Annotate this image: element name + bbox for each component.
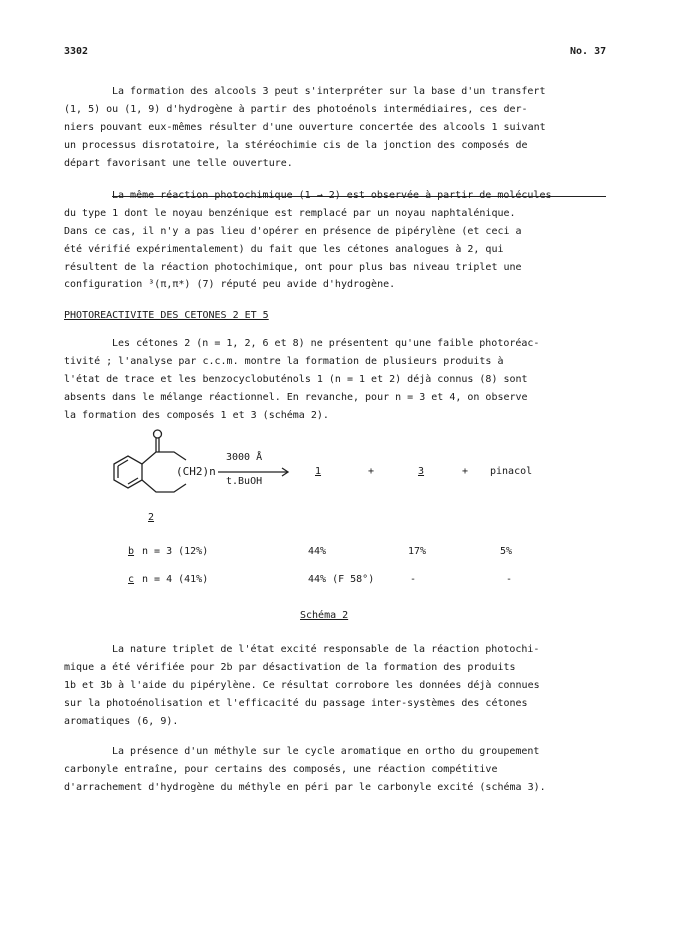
product-pinacol: pinacol: [490, 466, 533, 477]
text-line: résultent de la réaction photochimique, ont pour plus bas niveau triplet une: [64, 262, 522, 273]
text-line: un processus disrotatoire, la stéréochimie cis de la jonction des composés de: [64, 140, 528, 151]
plus-sign: +: [462, 466, 469, 477]
text-line: Les cétones 2 (n = 1, 2, 6 et 8) ne présentent qu'une faible photoréac-: [112, 338, 540, 349]
page-number: 3302: [64, 46, 89, 57]
section-title: PHOTOREACTIVITE DES CETONES 2 ET 5: [64, 310, 269, 321]
product-1: 1: [315, 466, 322, 477]
text-line: absents dans le mélange réactionnel. En revanche, pour n = 3 et 4, on observe: [64, 392, 528, 403]
yield-1: 44% (F 58°): [308, 574, 375, 585]
text-line: sur la photoénolisation et l'efficacité du passage inter-systèmes des cétones: [64, 698, 528, 709]
row-label: b: [128, 546, 135, 557]
text-line: niers pouvant eux-mêmes résulter d'une ouverture concertée des alcools 1 suivant: [64, 122, 546, 133]
text-line: l'état de trace et les benzocyclobuténols 1 (n = 1 et 2) déjà connus (8) sont: [64, 374, 528, 385]
scheme-caption: Schéma 2: [300, 610, 349, 621]
text-line: Dans ce cas, il n'y a pas lieu d'opérer en présence de pipérylène (et ceci a: [64, 226, 522, 237]
text-line: aromatiques (6, 9).: [64, 716, 179, 727]
product-3: 3: [418, 466, 425, 477]
yield-pinacol: -: [506, 574, 513, 585]
issue-number: No. 37: [570, 46, 607, 57]
row-label: c: [128, 574, 135, 585]
text-line: la formation des composés 1 et 3 (schéma 2).: [64, 410, 329, 421]
strikethrough-line: [112, 196, 606, 197]
text-line: La nature triplet de l'état excité responsable de la réaction photochi-: [112, 644, 540, 655]
text-line: La formation des alcools 3 peut s'interpréter sur la base d'un transfert: [112, 86, 546, 97]
text-line: La présence d'un méthyle sur le cycle aromatique en ortho du groupement: [112, 746, 540, 757]
text-line: 1b et 3b à l'aide du pipérylène. Ce résultat corrobore les données déjà connues: [64, 680, 540, 691]
text-line: mique a été vérifiée pour 2b par désactivation de la formation des produits: [64, 662, 516, 673]
text-line: d'arrachement d'hydrogène du méthyle en péri par le carbonyle excité (schéma 3).: [64, 782, 546, 793]
cycloalkanone-ring: [142, 452, 186, 464]
text-line: configuration ³(π,π*) (7) réputé peu avide d'hydrogène.: [64, 279, 396, 290]
text-line: du type 1 dont le noyau benzénique est remplacé par un noyau naphtalénique.: [64, 208, 516, 219]
ch2-label: (CH2)n: [176, 465, 216, 478]
row-condition: n = 3 (12%): [142, 546, 209, 557]
conditions-solvent: t.BuOH: [226, 476, 263, 487]
text-line: départ favorisant une telle ouverture.: [64, 158, 293, 169]
text-line: (1, 5) ou (1, 9) d'hydrogène à partir des photoénols intermédiaires, ces der-: [64, 104, 528, 115]
row-condition: n = 4 (41%): [142, 574, 209, 585]
yield-pinacol: 5%: [500, 546, 513, 557]
yield-1: 44%: [308, 546, 327, 557]
conditions-wavelength: 3000 Å: [226, 452, 263, 463]
compound-label: 2: [148, 512, 155, 523]
yield-3: -: [410, 574, 417, 585]
text-line: carbonyle entraîne, pour certains des composés, une réaction compétitive: [64, 764, 498, 775]
yield-3: 17%: [408, 546, 427, 557]
text-line: été vérifié expérimentalement) du fait que les cétones analogues à 2, qui: [64, 244, 504, 255]
plus-sign: +: [368, 466, 375, 477]
text-line: tivité ; l'analyse par c.c.m. montre la formation de plusieurs produits à: [64, 356, 504, 367]
